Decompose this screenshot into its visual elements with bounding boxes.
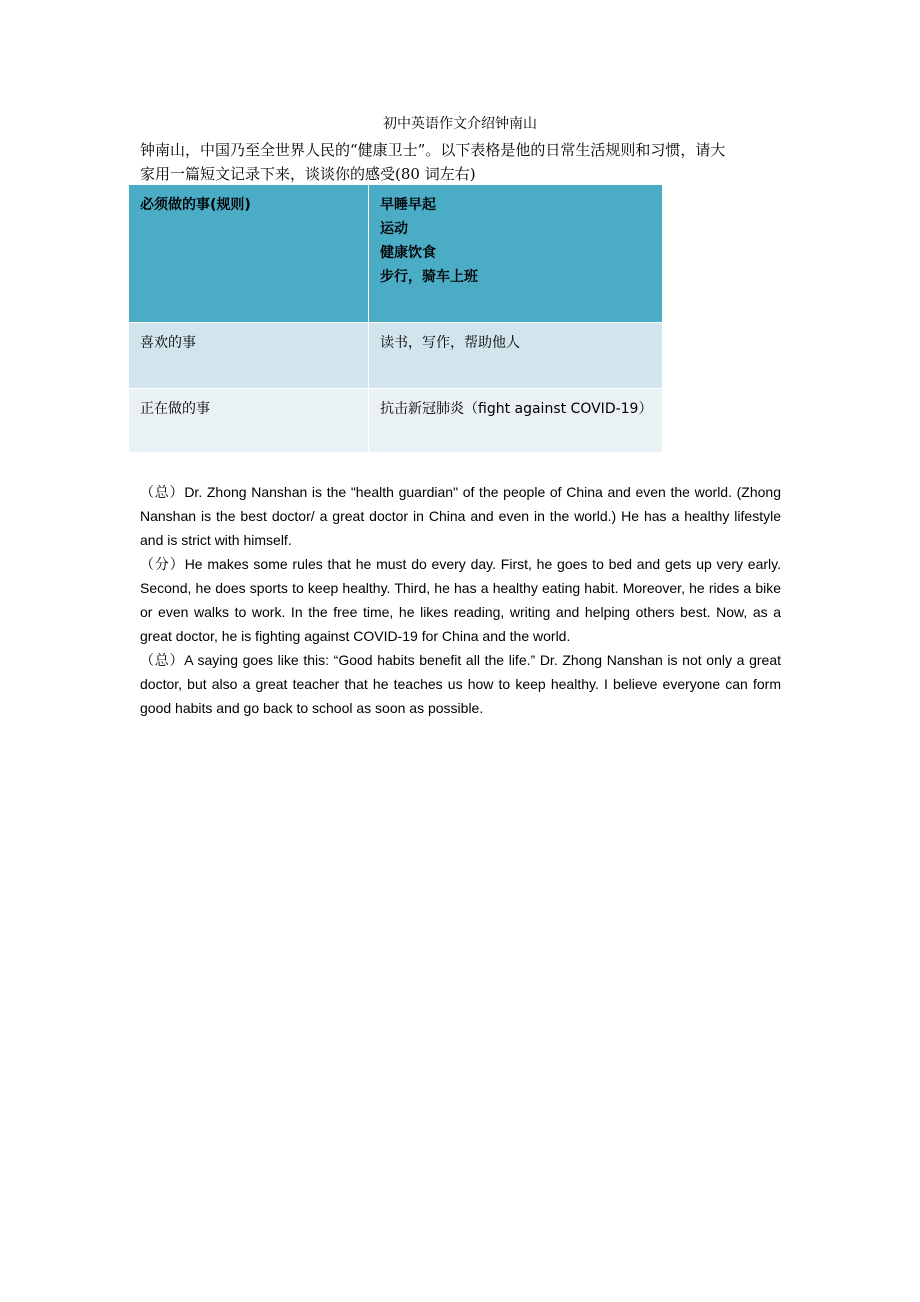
table-row-doing: [129, 389, 663, 453]
rule-item: 早睡早起: [380, 197, 436, 213]
table-cell-values: [369, 185, 663, 323]
essay-body: [140, 480, 781, 720]
habits-table: [128, 184, 663, 453]
rule-item: 步行，骑车上班: [380, 269, 478, 285]
essay-paragraph-intro: （总）Dr. Zhong Nanshan is the "health guardian" of the people of China and even the world. (Zhong Nanshan is the best doctor/ a great doctor in China and even in the world.) He has a healthy lifestyle and is strict with himself.: [140, 484, 781, 548]
task-prompt: [140, 138, 780, 186]
rule-item: 运动: [380, 221, 408, 237]
table-cell-value: 读书，写作，帮助他人: [369, 323, 663, 389]
document-title: 初中英语作文介绍钟南山: [383, 116, 537, 132]
table-cell-label: 喜欢的事: [129, 323, 369, 389]
rule-item: 健康饮食: [380, 245, 436, 261]
essay-paragraph-conclusion: （总）A saying goes like this: “Good habits benefit all the life.” Dr. Zhong Nanshan is not only a great doctor, but also a great teacher that he teaches us how to keep healthy. I believe everyone can form good habits and go back to school as soon as possible.: [140, 652, 781, 716]
table-cell-label: 正在做的事: [129, 389, 369, 453]
table-row-rules: [129, 185, 663, 323]
essay-paragraph-body: （分）He makes some rules that he must do every day. First, he goes to bed and gets up very early. Second, he does sports to keep healthy. Third, he has a healthy eating habit. Moreover, he rides a bike or even walks to work. In the free time, he likes reading, writing and helping others best. Now, as a great doctor, he is fighting against COVID-19 for China and the world.: [140, 556, 781, 644]
table-row-likes: [129, 323, 663, 389]
table-cell-value: 抗击新冠肺炎（fight against COVID-19）: [369, 389, 663, 453]
table-cell-label: 必须做的事(规则): [129, 185, 369, 323]
task-prompt-line-2: 家用一篇短文记录下来，谈谈你的感受(80 词左右): [140, 165, 476, 183]
task-prompt-line-1: 钟南山，中国乃至全世界人民的“健康卫士”。以下表格是他的日常生活规则和习惯，请大: [140, 141, 726, 159]
